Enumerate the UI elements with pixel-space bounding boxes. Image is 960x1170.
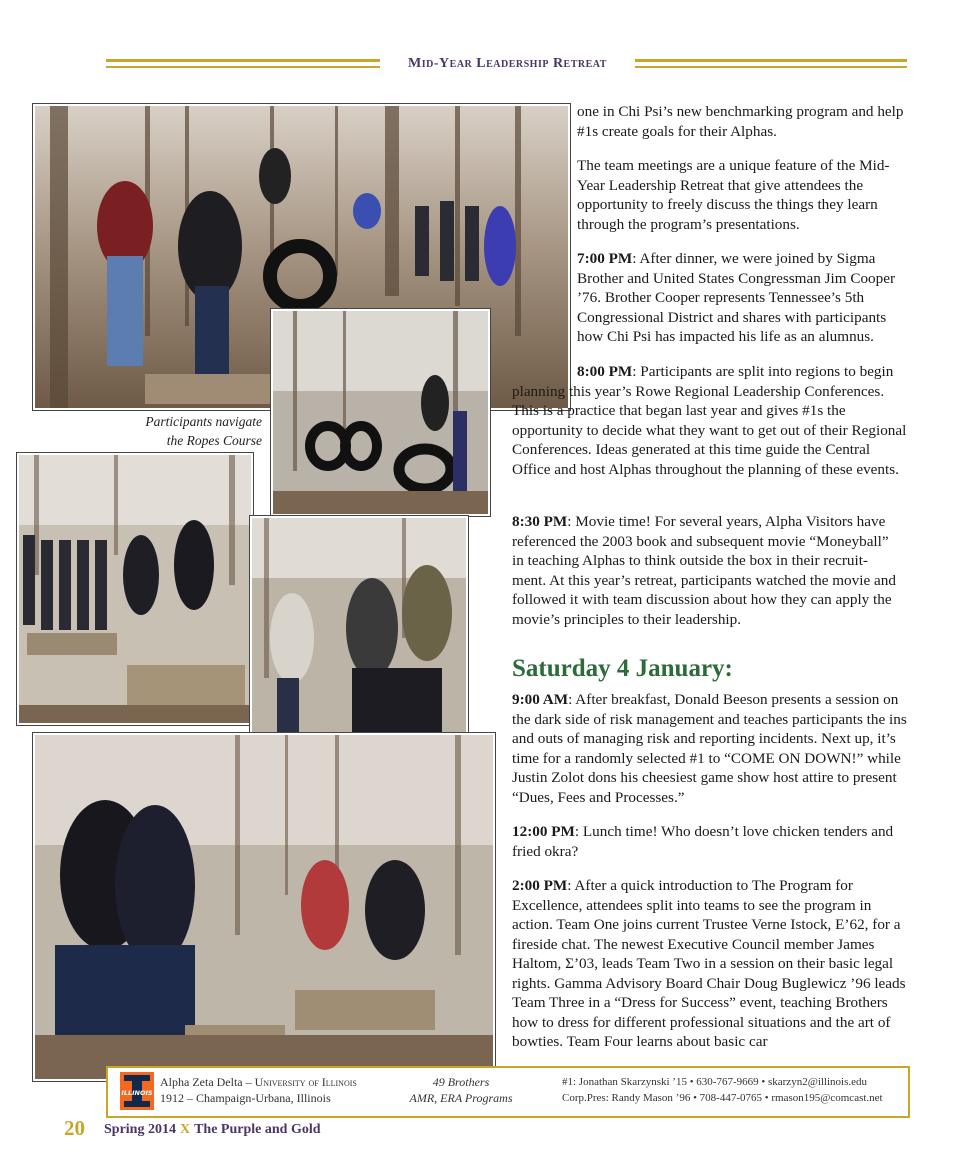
time-8pm: 8:00 PM <box>577 363 633 380</box>
text-12pm: : Lunch time! Who doesn’t love chicken tenders and fried okra? <box>512 823 894 860</box>
chapter-info <box>160 1074 390 1106</box>
logo-text: ILLINOIS <box>121 1089 153 1097</box>
section-title: Mid-Year Leadership Retreat <box>380 56 635 72</box>
contact-number-one: #1: Jonathan Skarzynski ’15 • 630-767-9669 • skarzyn2@illinois.edu <box>562 1076 868 1088</box>
header-rule-top-left <box>106 59 386 62</box>
chapter-contacts <box>562 1074 906 1106</box>
contact-corp-pres: Corp.Pres: Randy Mason ’96 • 708-447-0765 • rmason195@comcast.net <box>562 1092 883 1104</box>
paragraph-830pm <box>512 512 898 629</box>
header-rule-bottom-left <box>106 66 386 68</box>
header-rule-top-right <box>635 59 907 62</box>
issue-line <box>104 1122 321 1138</box>
saturday-heading: Saturday 4 January: <box>512 655 733 682</box>
photo-group-hug-platform <box>33 733 495 1081</box>
chapter-line-2: 1912 – Champaign-Urbana, Illinois <box>160 1091 331 1105</box>
text-2pm: : After a quick introduction to The Program for Excellence, attendees split into teams to see the program in action. Team One joins current Trustee Verne Istock, E’62, for a fireside chat. The newest Executive Council member James Haltom, Σ’03, leads Team Two in a session on their basic legal rights. Gamma Advisory Board Chair Doug Buglewicz ’96 leads Team Three in a “Dress for Success” event, teaching Brothers how to dress for different professional situations and the art of bowties. Team Four learns about basic car <box>512 877 906 1050</box>
chapter-info-box <box>106 1066 910 1118</box>
programs: AMR, ERA Programs <box>409 1091 513 1105</box>
page-number: 20 <box>64 1116 85 1140</box>
issue-season: Spring 2014 <box>104 1122 176 1137</box>
paragraph-7pm <box>577 249 909 347</box>
chapter-line-1 <box>160 1074 390 1090</box>
time-830pm: 8:30 PM <box>512 513 568 530</box>
paragraph-830pm-block <box>512 512 898 644</box>
paragraph-team-meetings: The team meetings are a unique feature of the Mid-Year Leadership Retreat that give attendees the opportunity to freely discuss the things they learn through the program’s presentations. <box>577 157 890 233</box>
photo-platform-balance <box>17 453 253 725</box>
header-rule-bottom-right <box>635 66 907 68</box>
time-9am: 9:00 AM <box>512 691 569 708</box>
brothers-count: 49 Brothers <box>432 1075 490 1089</box>
time-7pm: 7:00 PM <box>577 250 633 267</box>
paragraph-benchmarking: one in Chi Psi’s new benchmarking program and help #1s create goals for their Alphas. <box>577 103 904 140</box>
chapter-stats <box>396 1074 526 1106</box>
text-8pm: : Participants are split into regions to begin planning this year’s Rowe Regional Leadership Conferences. This is a practice that began last year and gives #1s the opportunity to decide what they want to get out of their Regional Conferences. Ideas generated at this time guide the Central Office and host Alphas throughout the planning of these events. <box>512 363 907 478</box>
chapter-name: Alpha Zeta Delta <box>160 1075 243 1089</box>
paragraph-12pm <box>512 822 908 861</box>
time-12pm: 12:00 PM <box>512 823 575 840</box>
body-column-top <box>577 102 909 362</box>
body-column-saturday <box>512 690 908 1067</box>
chapter-school: – University of Illinois <box>242 1075 357 1089</box>
paragraph-9am <box>512 690 908 807</box>
illinois-logo-icon <box>120 1072 154 1110</box>
photo-caption <box>120 412 262 450</box>
caption-line-1: Participants navigate <box>145 414 262 429</box>
issue-title: The Purple and Gold <box>194 1122 321 1137</box>
text-830pm: : Movie time! For several years, Alpha Visitors have referenced the 2003 book and subsequent movie “Moneyball” in teaching Alphas to think outside the box in their recruit-ment. At this year’s retreat, participants watched the movie and followed it with team discussion about how they can apply the movie’s principles to their leadership. <box>512 513 896 628</box>
paragraph-8pm <box>512 362 909 479</box>
chi-psi-symbol-icon: X <box>179 1122 191 1137</box>
paragraph-8pm-block <box>512 362 909 494</box>
paragraph-2pm <box>512 876 908 1052</box>
text-9am: : After breakfast, Donald Beeson presents a session on the dark side of risk management and teaches participants the ins and outs of managing risk and reporting incidents. Next up, it’s time for a randomly selected #1 to “COME ON DOWN!” while Justin Zolot dons his cheesiest game show host attire to present “Dues, Fees and Processes.” <box>512 691 907 806</box>
caption-line-2: the Ropes Course <box>166 433 262 448</box>
text-7pm: : After dinner, we were joined by Sigma Brother and United States Congressman Jim Cooper ’76. Brother Cooper represents Tennessee’s 5th Congressional District and shares with participants how Chi Psi has impacted his life as an alumnus. <box>577 250 896 345</box>
time-2pm: 2:00 PM <box>512 877 568 894</box>
photo-tire-swing <box>271 309 490 516</box>
